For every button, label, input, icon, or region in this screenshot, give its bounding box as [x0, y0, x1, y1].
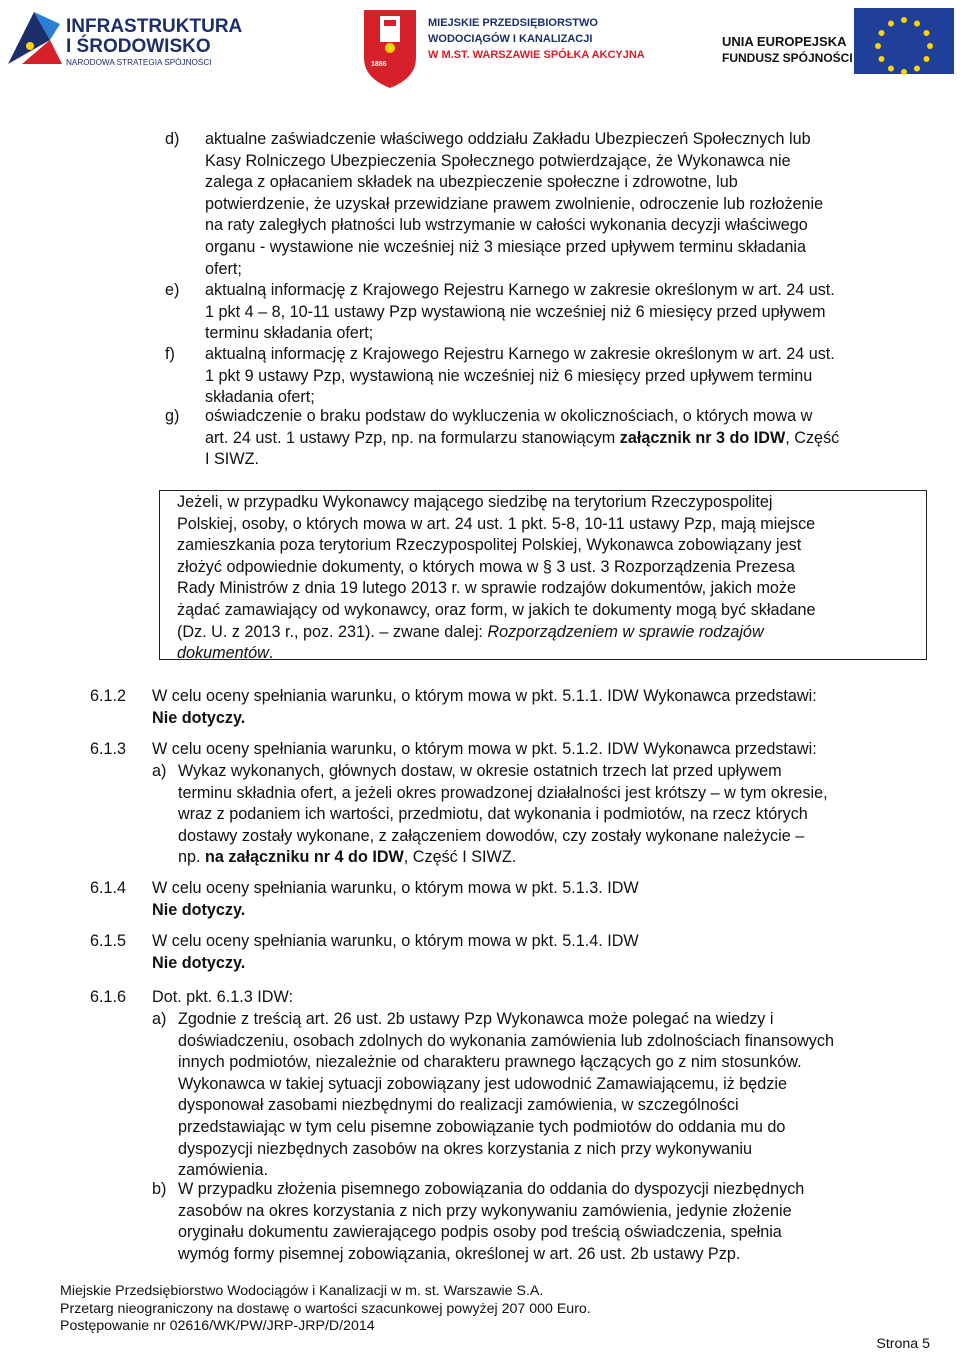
section-616-a — [178, 1009, 931, 1182]
line: dyspozycji niezbędnych zasobów na okres korzystania z nich przy wykonywaniu — [178, 1139, 753, 1158]
line: 1 pkt 9 ustawy Pzp, wystawioną nie wcześniej niż 6 miesięcy przed upływem terminu — [205, 366, 813, 385]
section-number-613: 6.1.3 — [90, 740, 127, 758]
page-header — [0, 0, 960, 92]
logo-left-line2: I ŚRODOWISKO — [66, 36, 211, 57]
section-614 — [152, 878, 932, 921]
line: zalega z opłacaniem składek na ubezpieczenie społeczne i zdrowotne, lub — [205, 173, 738, 192]
section-616: Dot. pkt. 6.1.3 IDW: — [152, 988, 293, 1006]
line: W przypadku złożenia pisemnego zobowiązania do oddania do dyspozycji niezbędnych — [178, 1180, 805, 1198]
line: oryginału dokumentu zawierającego podpis osoby pod treścią oświadczenia, spełnia — [178, 1223, 782, 1242]
line: zamieszkania poza terytorium Rzeczypospolitej Polskiej, Wykonawca zobowiązany jest — [177, 536, 802, 555]
page-footer — [60, 1283, 591, 1336]
line: ofert; — [205, 259, 242, 278]
line: aktualną informację z Krajowego Rejestru Karnego w zakresie określonym w art. 24 ust. — [205, 345, 835, 363]
line: W celu oceny spełniania warunku, o którym mowa w pkt. 5.1.1. IDW Wykonawca przedstawi: — [152, 687, 817, 705]
footer-line2: Przetarg nieograniczony na dostawę o wartości szacunkowej powyżej 207 000 Euro. — [60, 1300, 591, 1317]
page-number: Strona 5 — [876, 1336, 930, 1352]
line: Zgodnie z treścią art. 26 ust. 2b ustawy Pzp Wykonawca może polegać na wiedzy i — [178, 1010, 774, 1028]
line: składania ofert; — [205, 388, 315, 407]
line: aktualną informację z Krajowego Rejestru Karnego w zakresie określonym w art. 24 ust. — [205, 281, 835, 299]
text: (Dz. U. z 2013 r., poz. 231). – zwane dalej: — [177, 622, 488, 641]
line — [178, 847, 931, 869]
line: aktualne zaświadczenie właściwego oddziału Zakładu Ubezpieczeń Społecznych lub — [205, 130, 811, 148]
line — [177, 622, 921, 644]
line: zamówienia. — [178, 1161, 268, 1180]
footer-line1: Miejskie Przedsiębiorstwo Wodociągów i Kanalizacji w m. st. Warszawie S.A. — [60, 1283, 544, 1299]
not-applicable: Nie dotyczy. — [152, 953, 246, 972]
line: przedstawiając w tym celu pisemne zobowiązanie tych podmiotów do oddania mu do — [178, 1117, 786, 1136]
line: Rady Ministrów z dnia 19 lutego 2013 r. w sprawie rodzajów dokumentów, jakich może — [177, 579, 797, 598]
not-applicable: Nie dotyczy. — [152, 900, 246, 919]
section-613-label-a: a) — [152, 762, 167, 780]
list-item-f — [205, 344, 931, 409]
eu-logo — [718, 6, 956, 76]
list-label-g: g) — [165, 407, 180, 425]
text: , Część — [785, 428, 840, 447]
text: np. — [178, 848, 206, 867]
not-applicable: Nie dotyczy. — [152, 708, 246, 727]
line: terminu składnia ofert, a jeżeli okres prowadzonej działalności jest krótszy – w tym okresie, — [178, 783, 828, 802]
infrastruktura-logo — [4, 6, 254, 68]
text: , Część I SIWZ. — [403, 848, 517, 867]
attachment-ref: na załączniku nr 4 do IDW — [205, 848, 404, 867]
mpwik-line2: WODOCIĄGÓW I KANALIZACJI — [428, 33, 593, 45]
list-item-g — [205, 406, 931, 471]
line: 1 pkt 4 – 8, 10-11 ustawy Pzp wystawioną nie wcześniej niż 6 miesięcy przed upływem — [205, 302, 826, 321]
section-number-616: 6.1.6 — [90, 988, 127, 1006]
section-615 — [152, 931, 932, 974]
eu-line1: UNIA EUROPEJSKA — [722, 34, 847, 49]
section-613-a — [178, 761, 931, 869]
mpwik-year: 1886 — [371, 61, 387, 68]
line: doświadczeniu, osobach zdolnych do wykonania zamówienia lub zdolnościach finansowych — [178, 1031, 834, 1050]
line: Wykaz wykonanych, głównych dostaw, w okresie ostatnich trzech lat przed upływem — [178, 762, 782, 780]
line: na raty zaległych płatności lub wstrzymanie w całości wykonania decyzji właściwego — [205, 216, 808, 235]
section-number-612: 6.1.2 — [90, 687, 127, 705]
section-number-614: 6.1.4 — [90, 879, 127, 897]
line: terminu składania ofert; — [205, 324, 374, 343]
text: . — [268, 644, 274, 663]
section-613: W celu oceny spełniania warunku, o którym mowa w pkt. 5.1.2. IDW Wykonawca przedstawi: — [152, 740, 817, 758]
eu-line2: FUNDUSZ SPÓJNOŚCI — [722, 51, 853, 65]
mpwik-logo — [360, 6, 645, 90]
line: wraz z podaniem ich wartości, przedmiotu, dat wykonania i podmiotów, na rzecz których — [178, 805, 808, 824]
text: art. 24 ust. 1 ustawy Pzp, np. na formularzu stanowiącym — [205, 428, 620, 447]
definition-term: Rozporządzeniem w sprawie rodzajów — [487, 622, 764, 641]
line: żądać zamawiający od wykonawcy, oraz form, w jakich te dokumenty mogą być składane — [177, 600, 816, 619]
line: Jeżeli, w przypadku Wykonawcy mającego siedzibę na terytorium Rzeczypospolitej — [177, 493, 773, 511]
line: oświadczenie o braku podstaw do wykluczenia w okolicznościach, o których mowa w — [205, 407, 813, 425]
line: organu - wystawione nie wcześniej niż 3 miesiące przed upływem terminu składania — [205, 237, 807, 256]
line: Wykonawca w takiej sytuacji zobowiązany jest udowodnić Zamawiającemu, iż będzie — [178, 1074, 787, 1093]
line: Polskiej, osoby, o których mowa w art. 24 ust. 1 pkt. 5-8, 10-11 ustawy Pzp, mają miejsce — [177, 514, 816, 533]
line: dysponował zasobami niezbędnymi do realizacji zamówienia, w szczególności — [178, 1096, 739, 1115]
section-number-615: 6.1.5 — [90, 932, 127, 950]
section-616-label-b: b) — [152, 1180, 167, 1198]
line: dostawy zostały wykonane, z załączeniem dowodów, czy zostały wykonane należycie – — [178, 826, 805, 845]
footer-line3: Postępowanie nr 02616/WK/PW/JRP-JRP/D/2014 — [60, 1318, 375, 1334]
list-label-d: d) — [165, 130, 180, 148]
mpwik-line3: W M.ST. WARSZAWIE SPÓŁKA AKCYJNA — [428, 49, 645, 61]
section-612 — [152, 686, 932, 729]
line: W celu oceny spełniania warunku, o którym mowa w pkt. 5.1.4. IDW — [152, 932, 639, 950]
section-616-label-a: a) — [152, 1010, 167, 1028]
section-616-b — [178, 1179, 931, 1265]
line — [177, 643, 921, 665]
attachment-ref: załącznik nr 3 do IDW — [619, 428, 786, 447]
line: potwierdzenie, że uzyskał przewidziane prawem zwolnienie, odroczenie lub rozłożenie — [205, 194, 824, 213]
line: innych podmiotów, niezależnie od charakteru prawnego łączących go z nim stosunków. — [178, 1053, 802, 1072]
line: I SIWZ. — [205, 450, 259, 469]
definition-term: dokumentów — [177, 644, 269, 663]
line — [205, 428, 931, 450]
line: W celu oceny spełniania warunku, o którym mowa w pkt. 5.1.3. IDW — [152, 879, 639, 897]
list-label-f: f) — [165, 345, 175, 363]
note-text — [177, 492, 921, 665]
line: wymóg formy pisemnej zobowiązania, określonej w art. 26 ust. 2b ustawy Pzp. — [178, 1244, 741, 1263]
logo-left-line1: INFRASTRUKTURA — [66, 16, 243, 37]
line: Kasy Rolniczego Ubezpieczenia Społecznego potwierdzające, że Wykonawca nie — [205, 151, 791, 170]
list-label-e: e) — [165, 281, 180, 299]
mpwik-line1: MIEJSKIE PRZEDSIĘBIORSTWO — [428, 17, 598, 29]
list-item-e — [205, 280, 931, 345]
list-item-d — [205, 129, 931, 280]
line: złożyć odpowiednie dokumenty, o których mowa w § 3 ust. 3 Rozporządzenia Prezesa — [177, 557, 795, 576]
logo-left-line3: NARODOWA STRATEGIA SPÓJNOŚCI — [66, 58, 212, 67]
line: zasobów na okres korzystania z nich przy wykonywaniu zamówienia, jedynie złożenie — [178, 1201, 792, 1220]
